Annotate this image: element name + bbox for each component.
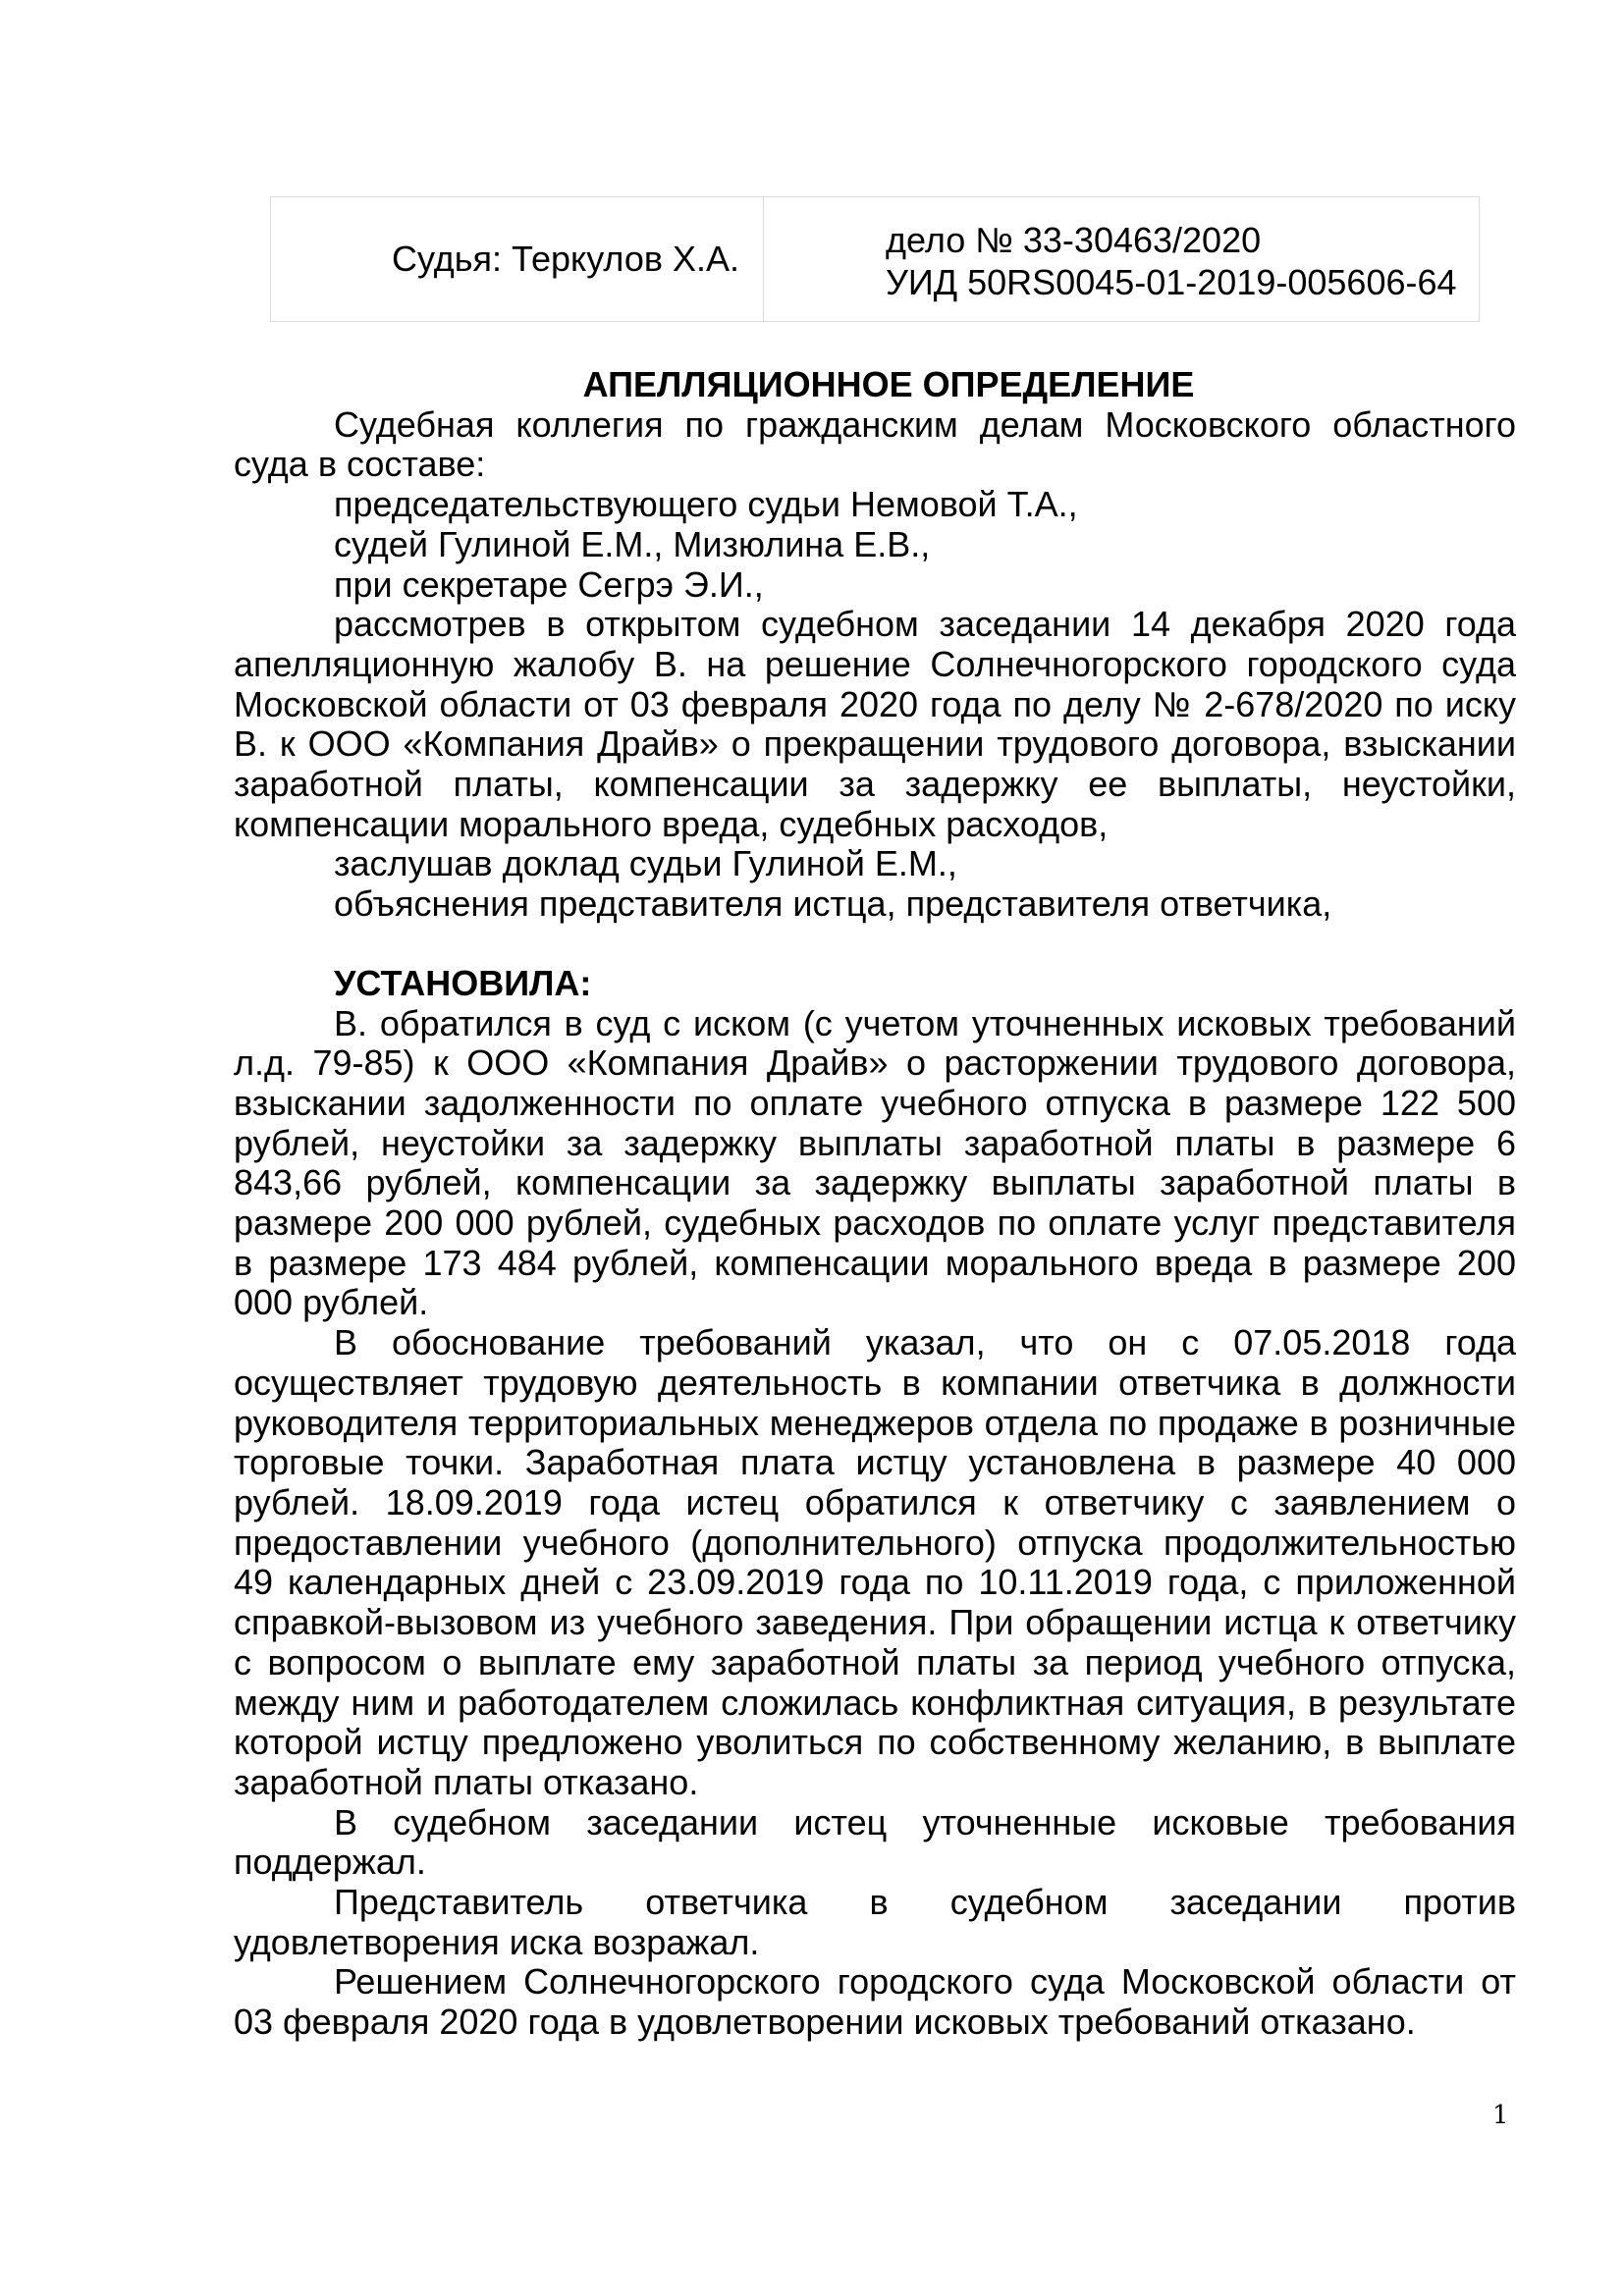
case-uid: УИД 50RS0045-01-2019-005606-64 <box>886 262 1457 302</box>
paragraph-grounds: В обоснование требований указал, что он с 07.05.2018 года осуществляет трудовую деятельность в компании ответчика в должности руководителя территориальных менеджеров отдела по продаже в розничные торговые точки. Заработная плата истцу установлена в размере 40 000 рублей. 18.09.2019 года истец обратился к ответчику с заявлением о предоставлении учебного (дополнительного) отпуска продолжительностью 49 календарных дней с 23.09.2019 года по 10.11.2019 года, с приложенной справкой-вызовом из учебного заведения. При обращении истца к ответчику с вопросом о выплате ему заработной платы за период учебного отпуска, между ним и работодателем сложилась конфликтная ситуация, в результате которой истцу предложено уволиться по собственному желанию, в выплате заработной платы отказано. <box>234 1322 1516 1802</box>
case-info-cell <box>764 197 1479 321</box>
case-number: дело № 33-30463/2020 <box>886 220 1262 260</box>
judges-line: судей Гулиной Е.М., Мизюлина Е.В., <box>334 523 931 564</box>
presiding-judge-line: председательствующего судьи Немовой Т.А., <box>334 484 1078 525</box>
paragraph-defendant-hearing: Представитель ответчика в судебном заседании против удовлетворения иска возражал. <box>234 1882 1516 1962</box>
secretary-line: при секретаре Сегрэ Э.И., <box>334 563 764 605</box>
judge-cell <box>271 197 764 321</box>
paragraph-plaintiff-hearing: В судебном заседании истец уточненные исковые требования поддержал. <box>234 1801 1516 1883</box>
section-heading-established: УСТАНОВИЛА: <box>334 962 592 1003</box>
section-spacer <box>234 925 1516 964</box>
judge-name: Судья: Теркулов Х.А. <box>391 239 739 279</box>
heard-explanations-line: объяснения представителя истца, представителя ответчика, <box>334 883 1332 925</box>
page-number: 1 <box>1492 2101 1509 2130</box>
considered-paragraph: рассмотрев в открытом судебном заседании 14 декабря 2020 года апелляционную жалобу В. на решение Солнечногорского городского суда Московской области от 03 февраля 2020 года по делу № 2-678/2020 по иску В. к ООО «Компания Драйв» о прекращении трудового договора, взыскании заработной платы, компенсации за задержку ее выплаты, неустойки, компенсации морального вреда, судебных расходов, <box>234 604 1516 844</box>
document-body <box>234 365 1516 2043</box>
document-title: АПЕЛЛЯЦИОННОЕ ОПРЕДЕЛЕНИЕ <box>582 364 1195 404</box>
case-header-table <box>270 196 1480 322</box>
paragraph-claim: В. обратился в суд с иском (с учетом уточненных исковых требований л.д. 79-85) к ООО «Компания Драйв» о расторжении трудового договора, взыскании задолженности по оплате учебного отпуска в размере 122 500 рублей, неустойки за задержку выплаты заработной платы в размере 6 843,66 рублей, компенсации за задержку выплаты заработной платы в размере 200 000 рублей, судебных расходов по оплате услуг представителя в размере 173 484 рублей, компенсации морального вреда в размере 200 000 рублей. <box>234 1002 1516 1323</box>
intro-paragraph: Судебная коллегия по гражданским делам Московского областного суда в составе: <box>234 403 1516 485</box>
heard-report-line: заслушав доклад судьи Гулиной Е.М., <box>334 843 957 884</box>
paragraph-decision: Решением Солнечногорского городского суда Московской области от 03 февраля 2020 года в удовлетворении исковых требований отказано. <box>234 1961 1516 2043</box>
